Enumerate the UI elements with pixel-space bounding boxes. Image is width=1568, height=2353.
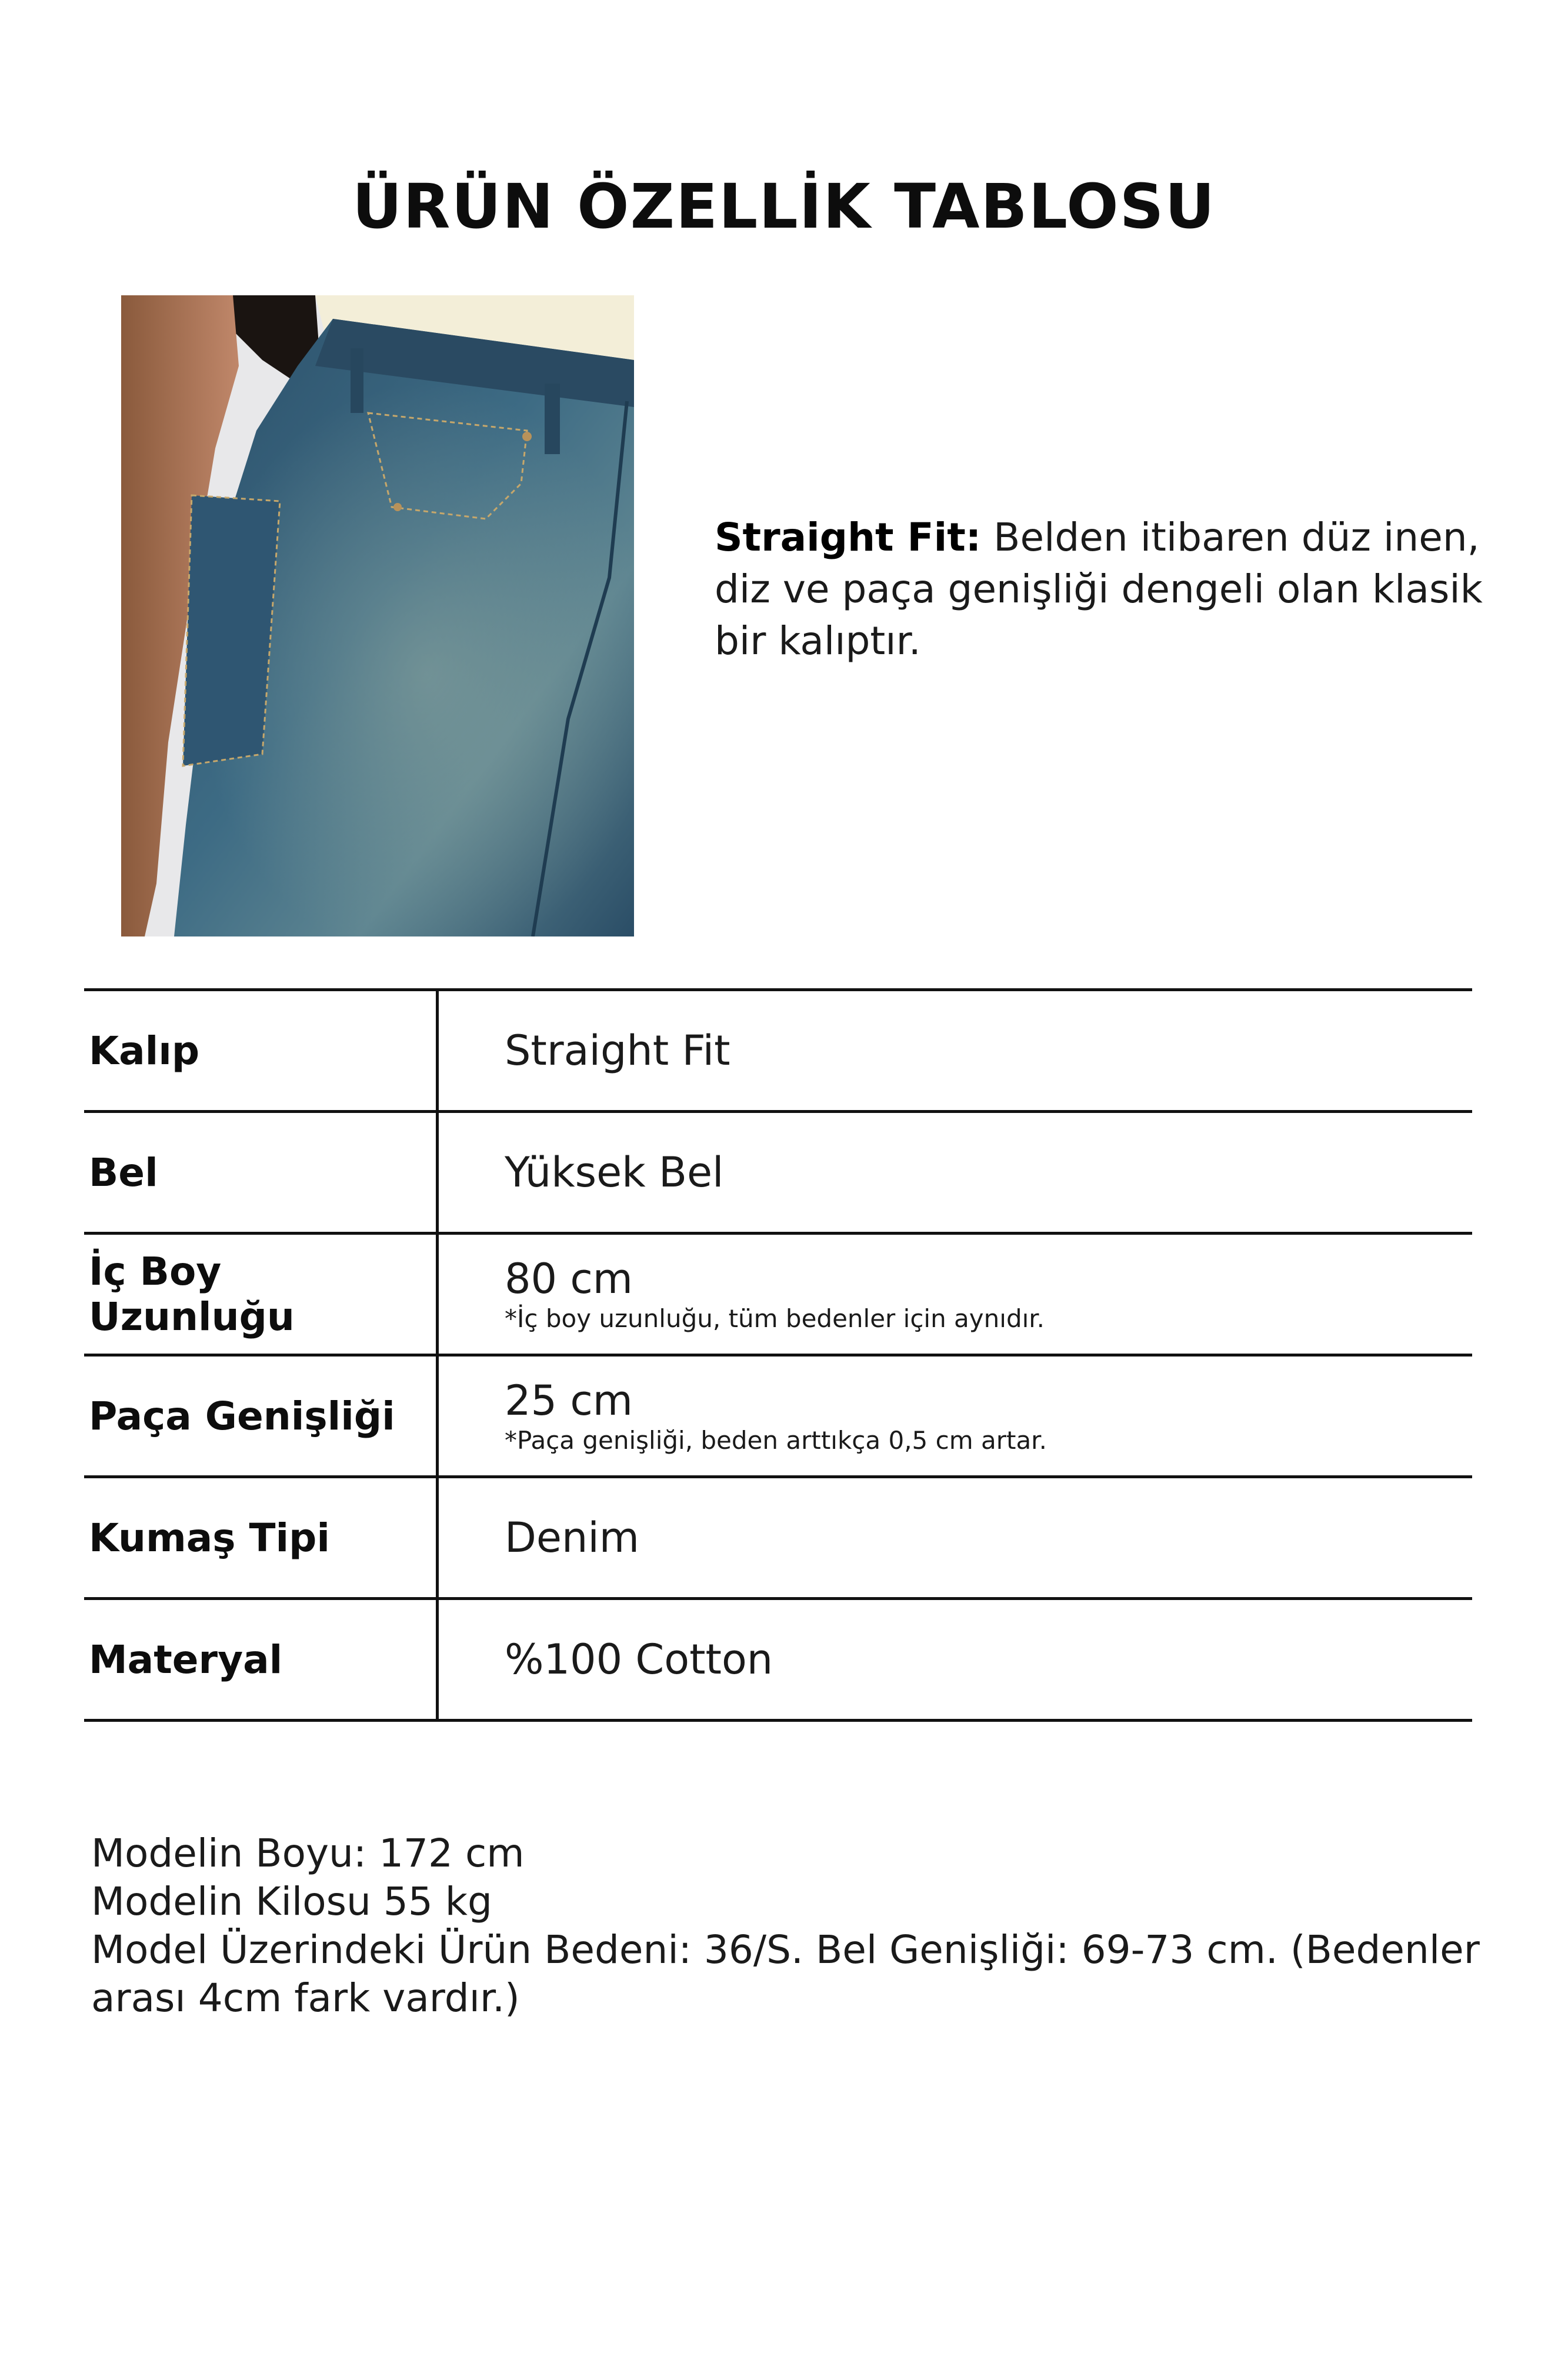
column-divider: [436, 1113, 439, 1232]
spec-note: *İç boy uzunluğu, tüm bedenler için aynıdır.: [505, 1304, 1045, 1333]
spec-value-cell: [505, 1235, 1472, 1354]
fit-description: [715, 512, 1497, 667]
spec-value-cell: [505, 1600, 1472, 1719]
model-height: Modelin Boyu: 172 cm: [91, 1831, 525, 1876]
page-title: ÜRÜN ÖZELLİK TABLOSU: [352, 171, 1216, 242]
spec-value-cell: [505, 1478, 1472, 1597]
spec-row-paca: [84, 1357, 1472, 1478]
spec-value-cell: [505, 991, 1472, 1110]
product-photo: [121, 295, 634, 936]
spec-label: Paça Genişliği: [89, 1393, 395, 1439]
model-weight: Modelin Kilosu 55 kg: [91, 1879, 492, 1924]
spec-value: 25 cm: [505, 1377, 633, 1425]
spec-note: *Paça genişliği, beden arttıkça 0,5 cm artar.: [505, 1426, 1047, 1455]
column-divider: [436, 991, 439, 1110]
column-divider: [436, 1478, 439, 1597]
spec-row-kumas: [84, 1478, 1472, 1600]
spec-row-materyal: [84, 1600, 1472, 1722]
model-info: [91, 1829, 1491, 2022]
column-divider: [436, 1600, 439, 1719]
spec-row-kalip: [84, 991, 1472, 1113]
spec-label: Materyal: [89, 1637, 283, 1682]
spec-table: [84, 988, 1472, 1722]
spec-value-cell: [505, 1113, 1472, 1232]
spec-value: Yüksek Bel: [505, 1148, 724, 1197]
fit-description-text: Belden itibaren düz inen, diz ve paça genişliği dengeli olan klasik bir kalıptır.: [715, 515, 1483, 664]
spec-value: %100 Cotton: [505, 1635, 773, 1684]
spec-row-ic-boy: [84, 1235, 1472, 1357]
spec-row-bel: [84, 1113, 1472, 1235]
spec-label: Kalıp: [89, 1028, 200, 1074]
spec-value: Straight Fit: [505, 1026, 730, 1075]
spec-label: Bel: [89, 1149, 158, 1195]
spec-value: Denim: [505, 1514, 639, 1562]
jeans-image: [121, 295, 634, 936]
model-size: Model Üzerindeki Ürün Bedeni: 36/S. Bel Genişliği: 69-73 cm. (Bedenler arası 4cm fark vardır.): [91, 1927, 1492, 2021]
fit-description-term: Straight Fit:: [715, 515, 982, 560]
spec-value-cell: [505, 1357, 1472, 1475]
column-divider: [436, 1357, 439, 1475]
spec-label: Kumaş Tipi: [89, 1515, 331, 1561]
spec-value: 80 cm: [505, 1255, 633, 1303]
spec-label: İç Boy Uzunluğu: [89, 1249, 295, 1339]
column-divider: [436, 1235, 439, 1354]
